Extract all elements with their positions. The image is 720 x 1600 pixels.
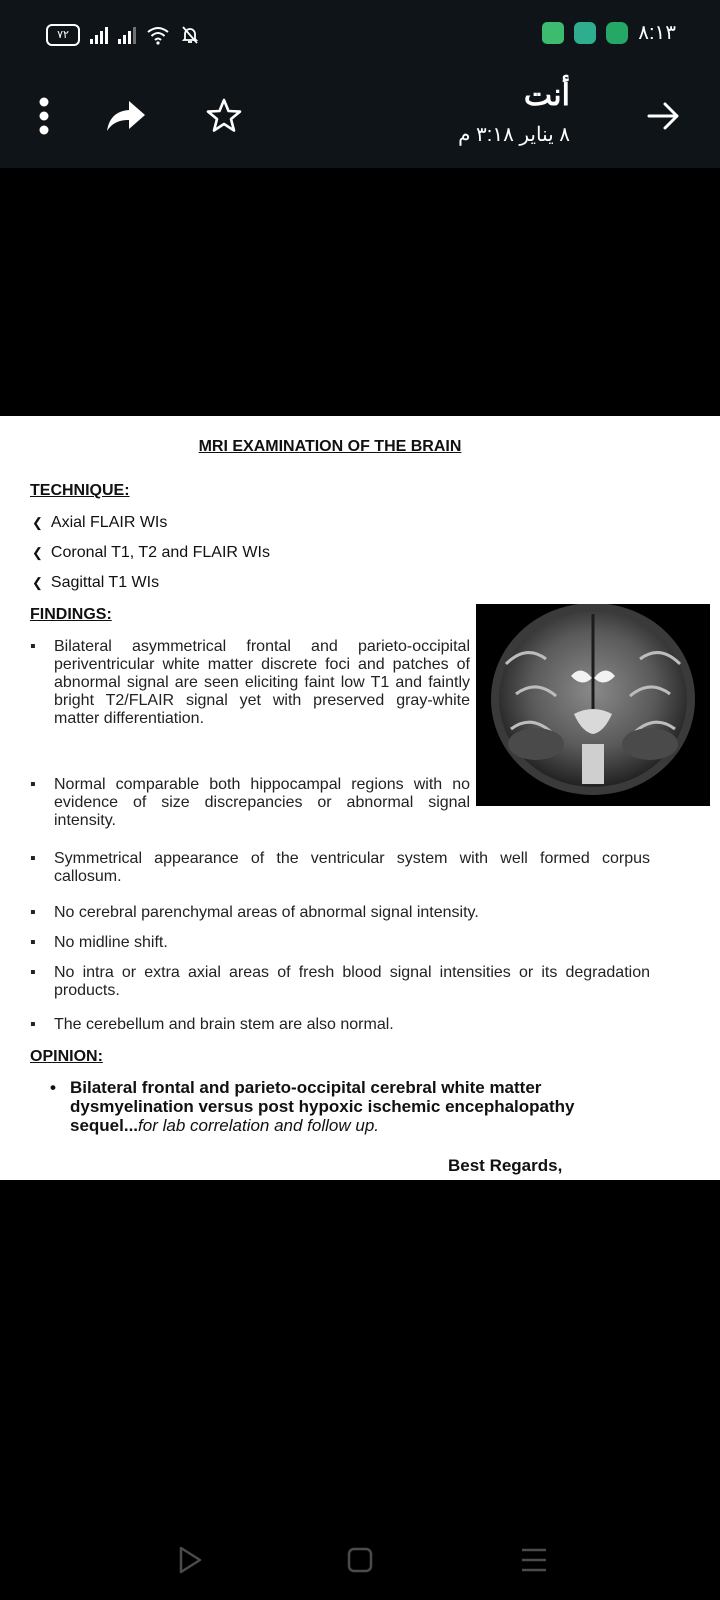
back-triangle-icon xyxy=(176,1545,204,1575)
viewer-top-bar xyxy=(0,72,720,168)
share-arrow-icon xyxy=(105,99,147,133)
mri-brain-image xyxy=(476,604,710,806)
finding-item: ▪ Normal comparable both hippocampal regions with no evidence of size discrepancies or abnormal signal intensity. xyxy=(30,776,470,829)
status-left xyxy=(46,24,200,46)
finding-item: ▪ No intra or extra axial areas of fresh blood signal intensities or its degradation products. xyxy=(30,964,650,999)
back-button[interactable] xyxy=(640,92,688,140)
arrow-bullet-icon: ❮ xyxy=(32,575,43,590)
technique-item: ❮ Axial FLAIR WIs xyxy=(32,514,168,531)
opinion-heading: OPINION: xyxy=(30,1048,103,1065)
more-vertical-icon xyxy=(38,96,50,136)
technique-item: ❮ Coronal T1, T2 and FLAIR WIs xyxy=(32,544,270,561)
wifi-icon xyxy=(146,25,170,45)
more-options-button[interactable] xyxy=(20,92,68,140)
finding-item: ▪ No midline shift. xyxy=(30,934,168,951)
status-bar xyxy=(0,0,720,72)
star-icon xyxy=(205,97,243,135)
signal-icon xyxy=(90,26,108,44)
sender-name: أنت xyxy=(523,79,570,112)
app-notification-icon xyxy=(606,22,628,44)
closing-regards: Best Regards, xyxy=(448,1156,563,1175)
nav-recents-button[interactable] xyxy=(510,1538,558,1582)
findings-heading: FINDINGS: xyxy=(30,606,112,623)
status-right xyxy=(542,20,676,45)
app-notification-icon xyxy=(542,22,564,44)
arrow-bullet-icon: ❮ xyxy=(32,545,43,560)
opinion-text: Bilateral frontal and parieto-occipital cerebral white matter dysmyelination versus post hypoxic ischemic encephalopathy sequel... xyxy=(70,1078,575,1135)
technique-heading: TECHNIQUE: xyxy=(30,482,130,499)
technique-item: ❮ Sagittal T1 WIs xyxy=(32,574,160,591)
report-title: MRI EXAMINATION OF THE BRAIN xyxy=(198,438,462,455)
report-image[interactable]: MRI EXAMINATION OF THE BRAIN TECHNIQUE: ❮ Axial FLAIR WIs ❮ Coronal T1, T2 and FLAIR WIs ❮ Sagittal T1 WIs FINDINGS: ▪ Bilateral asymmetrical frontal and parieto-occipital periventricular white matter discrete foci and patches of abnormal signal are seen eliciting faint low T1 and faintly bright T2/FLAIR signal yet with preserved gray-white matter differentiation. ▪ Normal comparable both hippocampal regions with no evidence of size discrepancies or abnormal signal intensity. ▪ Symmetrical appearance of the ventricular system with well formed corpus callosum. ▪ No cerebral parenchymal areas of abnormal signal intensity. ▪ No midline shift. ▪ No intra or extra axial areas of fresh blood signal intensities or its degradation products. ▪ The cerebellum and brain stem are also normal. OPINION: • Bilateral frontal and parieto-occipital cerebral white matter dysmyelination versus post hypoxic ischemic encephalopathy sequel...for lab correlation and follow up. Best Regards, xyxy=(0,416,720,1180)
star-button[interactable] xyxy=(200,92,248,140)
battery-indicator: ٧٢ xyxy=(46,24,80,46)
finding-item: ▪ Bilateral asymmetrical frontal and parieto-occipital periventricular white matter discrete foci and patches of abnormal signal are seen eliciting faint low T1 and faintly bright T2/FLAIR signal yet with preserved gray-white matter differentiation. xyxy=(30,638,470,727)
mute-bell-icon xyxy=(180,25,200,45)
signal-icon xyxy=(118,26,136,44)
home-square-icon xyxy=(346,1546,374,1574)
finding-item: ▪ Symmetrical appearance of the ventricular system with well formed corpus callosum. xyxy=(30,850,650,885)
arrow-right-icon xyxy=(647,100,681,132)
clock: ٨:١٣ xyxy=(638,22,676,44)
arrow-bullet-icon: ❮ xyxy=(32,515,43,530)
app-notification-icon xyxy=(574,22,596,44)
finding-item: ▪ No cerebral parenchymal areas of abnormal signal intensity. xyxy=(30,904,479,921)
navigation-bar xyxy=(0,1520,720,1600)
finding-item: ▪ The cerebellum and brain stem are also normal. xyxy=(30,1016,394,1033)
forward-button[interactable] xyxy=(102,92,150,140)
message-datetime: ٨ يناير ٣:١٨ م xyxy=(458,124,570,146)
nav-back-button[interactable] xyxy=(166,1538,214,1582)
recents-lines-icon xyxy=(519,1546,549,1574)
opinion-note: for lab correlation and follow up. xyxy=(138,1116,380,1135)
nav-home-button[interactable] xyxy=(336,1538,384,1582)
